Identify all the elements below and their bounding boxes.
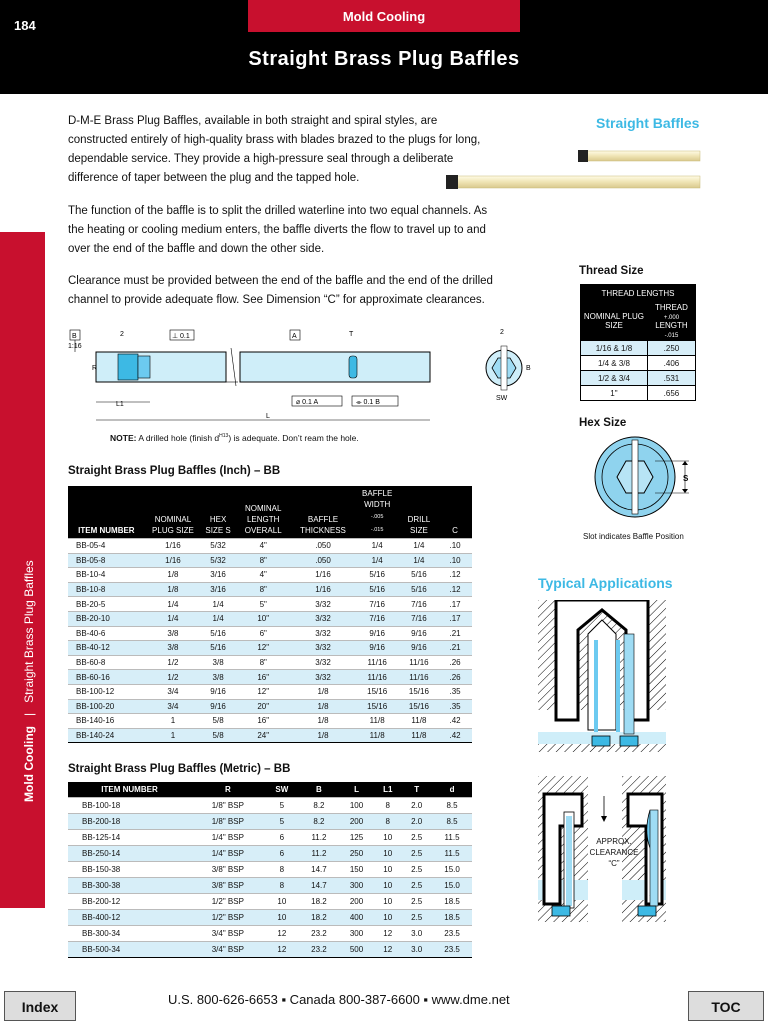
inch-table-cell: 9/16 [201,699,235,714]
metric-table-row [68,798,472,814]
metric-table-cell: 400 [339,910,374,926]
inch-table-cell: 1/4 [400,539,438,554]
metric-table-cell: 500 [339,942,374,958]
inch-table-cell: 16" [235,670,291,685]
metric-table-cell: 15.0 [432,878,472,894]
inch-table-row [68,539,472,554]
inch-table-cell: 1/4 [201,611,235,626]
inch-table-cell: BB-05-4 [68,539,145,554]
hex-size-heading: Hex Size [579,417,627,429]
inch-table-cell: 9/16 [355,641,400,656]
metric-table-cell: 11.5 [432,846,472,862]
inch-table-cell: 7/16 [355,597,400,612]
inch-table-cell: 3/4 [145,699,201,714]
metric-table-cell: 10 [374,830,401,846]
clearance-label: APPROX. CLEARANCE “C” [589,837,639,868]
metric-table-cell: 2.5 [401,878,432,894]
metric-col-header: L1 [374,782,401,798]
metric-table-cell: 14.7 [299,862,339,878]
contact-info: U.S. 800-626-6653 ▪ Canada 800-387-6600 ▪ www.dme.net [168,992,510,1007]
inch-table-cell: 15/16 [355,684,400,699]
metric-table-cell: 10 [374,846,401,862]
metric-table-cell: 6 [265,846,299,862]
metric-table-cell: 150 [339,862,374,878]
col-width: BAFFLE WIDTH -.005 -.015 [355,486,400,539]
datum-b-label: B [72,333,77,340]
inch-table-cell: 5/16 [201,626,235,641]
inch-table-cell: 3/8 [201,670,235,685]
metric-table-cell: 10 [374,862,401,878]
inch-table-cell: 15/16 [400,684,438,699]
metric-table-cell: 3/4" BSP [191,942,265,958]
inch-table-cell: .21 [438,641,472,656]
function-paragraph: The function of the baffle is to split the drilled waterline into two equal channels. As the heating or cooling medium enters, the baffle diverts the flow to travel up to and over the end of the baffle and down the other side. [68,205,488,255]
thread-table-title: THREAD LENGTHS [581,285,696,302]
inch-table-cell: 3/8 [145,641,201,656]
inch-table-cell: 1/8 [291,684,354,699]
inch-table-row [68,568,472,583]
inch-table-cell: 4" [235,568,291,583]
inch-table-cell: 12" [235,684,291,699]
inch-table-cell: 3/4 [145,684,201,699]
metric-table-cell: 11.2 [299,846,339,862]
inch-table-cell: 10" [235,611,291,626]
inch-table-cell: 1/16 [145,539,201,554]
t-label: T [349,331,354,338]
metric-col-header: d [432,782,472,798]
metric-table-cell: 18.5 [432,910,472,926]
metric-table-cell: 200 [339,894,374,910]
inch-table-row [68,597,472,612]
metric-table-row [68,846,472,862]
inch-table-cell: 1/16 [145,553,201,568]
metric-col-header: SW [265,782,299,798]
inch-table-cell: 15/16 [355,699,400,714]
metric-table-cell: 8 [265,878,299,894]
inch-table-cell: .26 [438,670,472,685]
inch-table-row [68,641,472,656]
index-button[interactable]: Index [4,991,76,1021]
metric-table-cell: 100 [339,798,374,814]
metric-table-cell: 10 [374,910,401,926]
inch-table-cell: .21 [438,626,472,641]
metric-table-row [68,926,472,942]
inch-table-cell: 6" [235,626,291,641]
metric-table-cell: 125 [339,830,374,846]
metric-table-cell: BB-150-38 [68,862,191,878]
inch-table-cell: 1/4 [355,553,400,568]
inch-table-row [68,553,472,568]
inch-table-cell: .050 [291,539,354,554]
metric-table-cell: 1/4" BSP [191,846,265,862]
metric-table-cell: 200 [339,814,374,830]
col-length: NOMINAL LENGTH OVERALL [235,486,291,539]
metric-table-row [68,942,472,958]
inch-table-cell: BB-10-4 [68,568,145,583]
clearance-paragraph: Clearance must be provided between the end of the baffle and the end of the drilled channel to provide adequate flow. See Dimension “C” for approximate clearances. [68,275,493,306]
metric-table-cell: 2.5 [401,910,432,926]
inch-table-cell: 1/4 [145,597,201,612]
inch-table-cell: .17 [438,597,472,612]
inch-table-cell: .35 [438,699,472,714]
tolerance-b-label: ⌯ 0.1 B [356,399,380,406]
metric-table-row [68,878,472,894]
metric-table-cell: 6 [265,830,299,846]
intro-paragraph: D-M-E Brass Plug Baffles, available in both straight and spiral styles, are constructed entirely of high-quality brass with blades brazed to the plugs for long, dependable service. They provide a high-pressure seal through a deliberate difference of taper between the plug and the tapped hole. [68,115,481,184]
col-hex-size: HEX SIZE S [201,486,235,539]
inch-table-cell: 11/8 [400,728,438,743]
thread-row: 1" .656 [581,386,696,401]
metric-table-cell: 10 [265,910,299,926]
metric-table-cell: 10 [374,878,401,894]
inch-table-cell: BB-100-12 [68,684,145,699]
inch-table-cell: BB-60-16 [68,670,145,685]
metric-table-row [68,910,472,926]
inch-table-cell: BB-20-10 [68,611,145,626]
metric-table-cell: 18.2 [299,894,339,910]
inch-table-cell: 3/32 [291,597,354,612]
toc-button[interactable]: TOC [688,991,764,1021]
metric-table-cell: 2.0 [401,798,432,814]
metric-table-cell: 18.5 [432,894,472,910]
inch-table-cell: .42 [438,728,472,743]
inch-table-cell: 24" [235,728,291,743]
inch-table-cell: 11/16 [400,670,438,685]
metric-table-cell: BB-200-18 [68,814,191,830]
thread-row: 1/4 & 3/8 .406 [581,356,696,371]
inch-table-cell: 3/8 [145,626,201,641]
metric-table-cell: 2.0 [401,814,432,830]
metric-table-cell: 14.7 [299,878,339,894]
sw-label: SW [496,395,508,402]
metric-table-cell: 23.5 [432,926,472,942]
inch-table-cell: 8" [235,655,291,670]
metric-table-cell: 23.2 [299,926,339,942]
side-tab [0,232,45,908]
metric-table-cell: 23.5 [432,942,472,958]
inch-table-cell: 4" [235,539,291,554]
inch-table-cell: 8" [235,582,291,597]
two-right-label: 2 [500,329,504,336]
inch-table-row [68,728,472,743]
metric-table-cell: 12 [374,942,401,958]
two-label: 2 [120,331,124,338]
inch-table-row [68,626,472,641]
metric-col-header: L [339,782,374,798]
inch-table-cell: 16" [235,714,291,729]
straight-baffles-photo [440,146,704,194]
inch-table-cell: .17 [438,611,472,626]
metric-table-cell: 12 [374,926,401,942]
metric-table-cell: BB-250-14 [68,846,191,862]
inch-table-cell: 1 [145,714,201,729]
inch-table-cell: BB-140-16 [68,714,145,729]
inch-table-cell: .10 [438,539,472,554]
metric-table-cell: 8 [374,798,401,814]
inch-table-cell: 1/8 [291,714,354,729]
thread-row: 1/2 & 3/4 .531 [581,371,696,386]
typical-application-1-diagram [538,600,666,752]
metric-table-cell: 2.5 [401,894,432,910]
inch-table-cell: BB-40-12 [68,641,145,656]
metric-col-header: T [401,782,432,798]
inch-table-cell: .35 [438,684,472,699]
inch-table-cell: 5/8 [201,728,235,743]
perpendicularity-label: ⊥ 0.1 [172,333,190,340]
inch-table-cell: 5/16 [355,582,400,597]
inch-table-cell: 1/16 [291,582,354,597]
metric-table-cell: 11.2 [299,830,339,846]
baffle-technical-drawing [66,322,536,432]
hex-size-diagram [585,432,705,528]
inch-table-cell: 1/16 [291,568,354,583]
inch-table-cell: 5/16 [355,568,400,583]
col-c: C [438,486,472,539]
inch-table-cell: .12 [438,568,472,583]
straight-baffles-heading: Straight Baffles [596,115,700,131]
inch-table-cell: 11/16 [355,670,400,685]
metric-table-cell: 10 [374,894,401,910]
inch-table-cell: 1/4 [400,553,438,568]
metric-table-cell: 300 [339,878,374,894]
metric-table-cell: 18.2 [299,910,339,926]
inch-table-cell: 9/16 [400,626,438,641]
inch-table-cell: 20" [235,699,291,714]
inch-table-cell: 9/16 [400,641,438,656]
inch-table-cell: 8" [235,553,291,568]
metric-table-cell: 1/8" BSP [191,814,265,830]
metric-table-cell: 1/2" BSP [191,910,265,926]
inch-table-cell: 11/8 [355,728,400,743]
metric-table-cell: 12 [265,926,299,942]
metric-table-cell: 23.2 [299,942,339,958]
inch-table-cell: 3/16 [201,582,235,597]
metric-table-cell: 5 [265,814,299,830]
inch-table-cell: 1/4 [145,611,201,626]
metric-table [68,782,472,958]
inch-table-cell: 11/8 [400,714,438,729]
metric-table-cell: 3/8" BSP [191,878,265,894]
thread-col-size: NOMINAL PLUG SIZE [581,302,648,341]
b-right-label: B [526,365,531,372]
col-drill-size: DRILL SIZE [400,486,438,539]
inch-table-cell: 3/32 [291,641,354,656]
inch-table-cell: 3/32 [291,670,354,685]
inch-table-cell: 5/32 [201,553,235,568]
inch-table-cell: .26 [438,655,472,670]
metric-table-cell: BB-100-18 [68,798,191,814]
inch-table-row [68,684,472,699]
inch-table [68,486,472,743]
thread-row: 1/16 & 1/8 .250 [581,341,696,356]
metric-table-cell: 3/4" BSP [191,926,265,942]
metric-table-cell: BB-500-34 [68,942,191,958]
typical-applications-heading: Typical Applications [538,575,673,591]
inch-table-cell: BB-20-5 [68,597,145,612]
metric-table-cell: 5 [265,798,299,814]
inch-table-cell: 7/16 [355,611,400,626]
metric-table-cell: BB-200-12 [68,894,191,910]
inch-table-cell: 1/4 [201,597,235,612]
col-plug-size: NOMINAL PLUG SIZE [145,486,201,539]
inch-table-row [68,699,472,714]
inch-table-cell: 15/16 [400,699,438,714]
inch-table-cell: BB-60-8 [68,655,145,670]
section-tab: Mold Cooling [248,0,520,32]
inch-table-cell: 1/8 [145,582,201,597]
inch-table-cell: 11/8 [355,714,400,729]
metric-table-cell: 2.5 [401,830,432,846]
metric-table-cell: 3.0 [401,942,432,958]
inch-table-cell: 1/8 [291,728,354,743]
inch-table-cell: 1/2 [145,655,201,670]
inch-table-cell: BB-05-8 [68,553,145,568]
drilled-hole-note: NOTE: A drilled hole (finish $d^{H13}$) is adequate. Don’t ream the hole. [110,433,359,443]
inch-table-cell: 5/32 [201,539,235,554]
metric-table-row [68,862,472,878]
tolerance-a-label: ⌀ 0.1 A [296,399,319,406]
metric-table-cell: 3.0 [401,926,432,942]
inch-table-cell: 5" [235,597,291,612]
inch-table-cell: 1/4 [355,539,400,554]
inch-table-row [68,611,472,626]
inch-table-cell: 9/16 [201,684,235,699]
metric-table-cell: 1/8" BSP [191,798,265,814]
inch-table-cell: .050 [291,553,354,568]
metric-table-cell: 250 [339,846,374,862]
r-label: R [92,365,98,372]
inch-table-cell: 3/16 [201,568,235,583]
inch-table-cell: 1/8 [291,699,354,714]
inch-table-row [68,714,472,729]
inch-table-cell: 11/16 [400,655,438,670]
metric-table-cell: 2.5 [401,862,432,878]
inch-table-cell: 7/16 [400,611,438,626]
inch-table-cell: 1/8 [145,568,201,583]
inch-table-cell: 9/16 [355,626,400,641]
metric-table-cell: 1/4" BSP [191,830,265,846]
inch-table-row [68,655,472,670]
inch-table-cell: .12 [438,582,472,597]
metric-table-cell: 8.5 [432,814,472,830]
inch-table-cell: 7/16 [400,597,438,612]
metric-table-cell: 15.0 [432,862,472,878]
inch-table-row [68,582,472,597]
inch-table-cell: 1 [145,728,201,743]
inch-table-row [68,670,472,685]
col-item-number: ITEM NUMBER [68,486,145,539]
metric-col-header: R [191,782,265,798]
inch-table-title: Straight Brass Plug Baffles (Inch) – BB [68,465,281,477]
inch-table-cell: .10 [438,553,472,568]
metric-table-cell: 1/2" BSP [191,894,265,910]
page-title: Straight Brass Plug Baffles [248,48,520,70]
page-number: 184 [14,18,36,33]
metric-table-cell: 10 [265,894,299,910]
thread-size-heading: Thread Size [579,265,644,277]
metric-table-title: Straight Brass Plug Baffles (Metric) – BB [68,763,291,775]
metric-table-row [68,894,472,910]
inch-table-cell: 5/16 [400,582,438,597]
inch-table-cell: 5/16 [400,568,438,583]
inch-table-cell: 11/16 [355,655,400,670]
side-tab-label: Mold Cooling | Straight Brass Plug Baffles [22,560,36,802]
metric-col-header: ITEM NUMBER [68,782,191,798]
hex-s-label: S [683,474,689,483]
metric-table-cell: 3/8" BSP [191,862,265,878]
inch-table-cell: 5/16 [201,641,235,656]
inch-table-cell: BB-40-6 [68,626,145,641]
ratio-label: 1:16 [68,343,82,350]
thread-col-length: THREAD +.000 LENGTH -.015 [647,302,695,341]
inch-table-cell: 5/8 [201,714,235,729]
metric-table-row [68,830,472,846]
metric-table-cell: 12 [265,942,299,958]
metric-table-cell: 300 [339,926,374,942]
metric-table-cell: 8.5 [432,798,472,814]
metric-table-cell: BB-300-34 [68,926,191,942]
inch-table-cell: 3/32 [291,611,354,626]
metric-table-cell: BB-125-14 [68,830,191,846]
inch-table-cell: 12" [235,641,291,656]
inch-table-cell: BB-100-20 [68,699,145,714]
metric-table-cell: 8.2 [299,814,339,830]
metric-table-cell: 2.5 [401,846,432,862]
inch-table-cell: 3/8 [201,655,235,670]
inch-table-cell: .42 [438,714,472,729]
inch-table-cell: 1/2 [145,670,201,685]
col-thickness: BAFFLE THICKNESS [291,486,354,539]
metric-table-cell: BB-400-12 [68,910,191,926]
metric-table-row [68,814,472,830]
metric-table-cell: 8 [265,862,299,878]
inch-table-cell: 3/32 [291,626,354,641]
thread-length-table [580,284,696,401]
datum-a-label: A [292,333,297,340]
l1-label: L1 [116,401,124,408]
metric-table-cell: 8.2 [299,798,339,814]
hex-caption: Slot indicates Baffle Position [583,532,684,541]
inch-table-cell: BB-10-8 [68,582,145,597]
metric-table-cell: 11.5 [432,830,472,846]
inch-table-cell: BB-140-24 [68,728,145,743]
inch-table-cell: 3/32 [291,655,354,670]
metric-table-cell: 8 [374,814,401,830]
l-label: L [266,413,270,420]
metric-col-header: B [299,782,339,798]
metric-table-cell: BB-300-38 [68,878,191,894]
